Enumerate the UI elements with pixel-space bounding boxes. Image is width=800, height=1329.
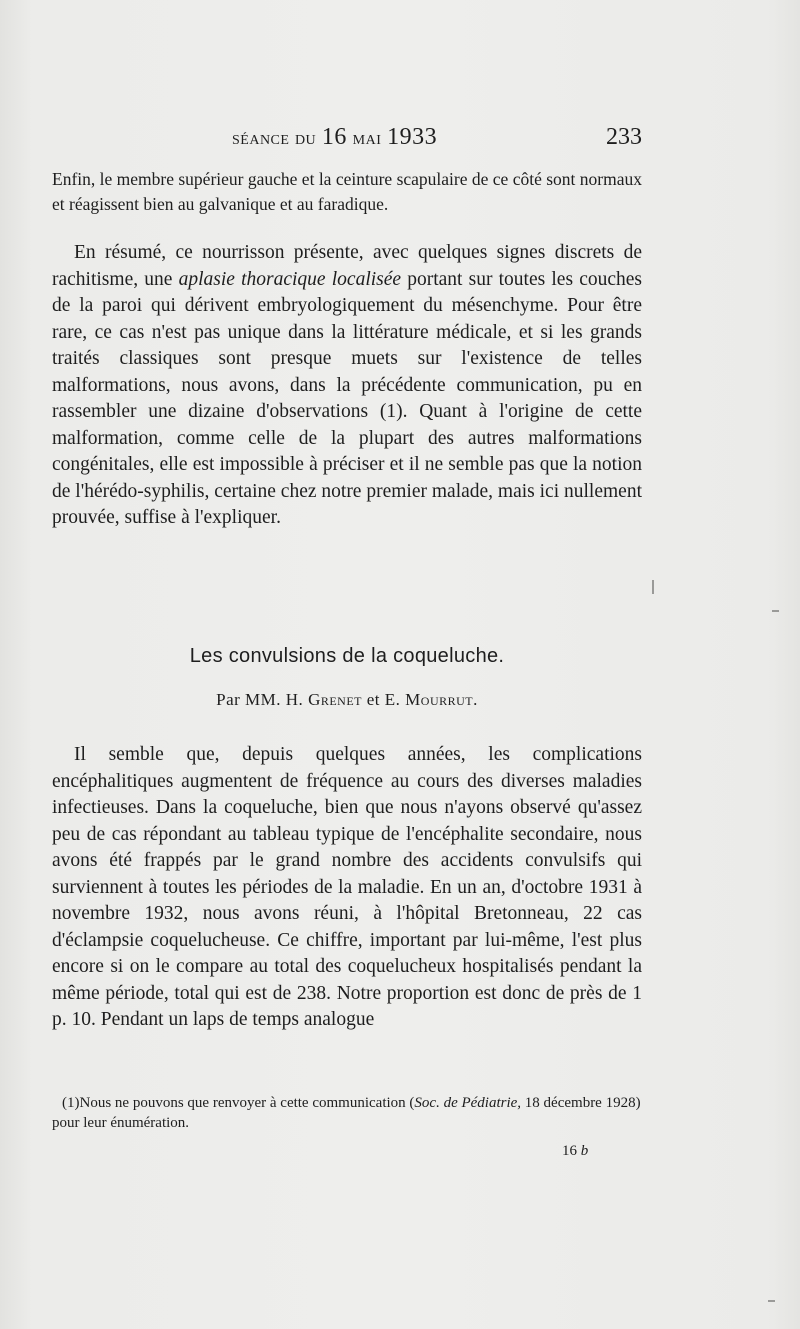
summary-text-end: portant sur toutes les couches de la paroi qui dérivent embryologiquement du mésenchyme. Pour être rare, ce cas n'est pas unique dans la littérature médicale, et si les grands traités classiques sont presque muets sur l'existence de telles malformations, nous avons, dans la précédente communication, pu en rassembler une dizaine d'observations (1). Quant à l'origine de cette malformation, comme celle de la plupart des autres malformations congénitales, elle est impossible à préciser et il ne semble pas que la notion de l'hérédo-syphilis, certaine chez notre premier malade, mais ici nullement prouvée, suffise à l'expliquer. [52,268,643,528]
page-number: 233 [606,124,642,150]
authors-line [52,690,642,710]
summary-text-start: En résumé, ce nourrisson présente, avec quelques signes discrets de rachitisme, une [52,242,642,290]
footnote-text-start: Nous ne pouvons que renvoyer à cette communication ( [79,1095,415,1111]
scan-mark [768,1300,775,1302]
scan-mark [652,580,654,594]
footnote-journal: Soc. de Pédiatrie, [414,1095,522,1111]
authors-prefix: Par MM. H. [216,690,304,709]
header-month: mai [352,127,382,149]
scan-mark [772,610,779,612]
printer-signature [562,1143,588,1160]
footnote-marker: (1) [62,1095,80,1111]
summary-italic-term: aplasie thoracique localisée [178,268,402,290]
signature-number: 16 [562,1143,577,1159]
running-header [52,124,642,154]
paragraph-convulsions: Il semble que, depuis quelques années, les complications encéphalitiques augmentent de fréquence au cours des diverses maladies infectieuses. Dans la coqueluche, bien que nous n'ayons observé qu'assez peu de cas répondant au tableau typique de l'encéphalite secondaire, nous avons été frappés par le grand nombre des accidents convulsifs qui surviennent à toutes les périodes de la maladie. En un an, d'octobre 1931 à novembre 1932, nous avons réuni, à l'hôpital Bretonneau, 22 cas d'éclampsie coquelucheuse. Ce chiffre, important par lui-même, l'est plus encore si on le compare au total des coquelucheux hospitalisés pendant la même période, total qui est de 238. Notre proportion est donc de près de 1 p. 10. Pendant un laps de temps analogue [52,744,642,1030]
paragraph-summary [52,240,642,532]
footnote-text-end: 18 décembre 1928) pour leur énumération. [52,1095,641,1131]
header-prefix: séance du [232,127,317,149]
author-mourrut: Mourrut. [405,690,478,709]
section-title: Les convulsions de la coqueluche. [189,645,505,667]
authors-mid: et E. [366,690,401,709]
paragraph-conclusion-limb: Enfin, le membre supérieur gauche et la ceinture scapulaire de ce côté sont normaux et réagissent bien au galvanique et au faradique. [52,169,642,214]
author-grenet: Grenet [308,690,362,709]
header-session-date [232,124,437,151]
signature-letter: b [580,1143,589,1159]
header-year: 1933 [387,124,438,150]
header-day: 16 [321,124,347,150]
footnote [52,1093,642,1133]
